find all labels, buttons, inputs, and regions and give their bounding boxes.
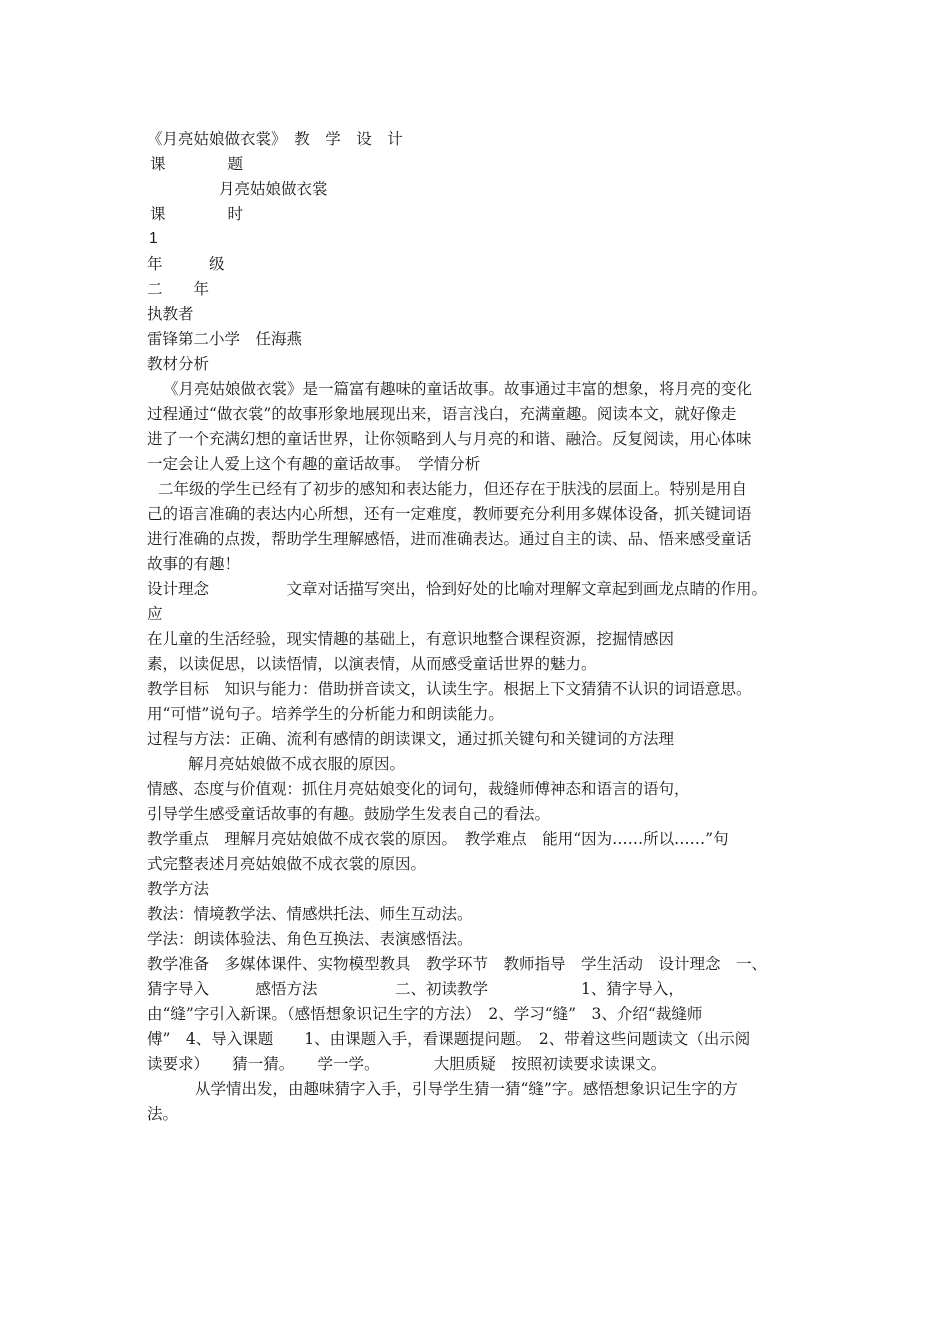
document-title: 《月亮姑娘做衣裳》 教 学 设 计 [147,130,403,148]
paragraph-line: 二年级的学生已经有了初步的感知和表达能力，但还存在于肤浅的层面上。特别是用自 [158,480,748,498]
paragraph-line: 己的语言准确的表达内心所想，还有一定难度，教师要充分利用多媒体设备，抓关键词语 [147,505,752,523]
field-label-grade: 年 级 [147,255,225,273]
paragraph-line: 教学准备 多媒体课件、实物模型教具 教学环节 教师指导 学生活动 设计理念 一、 [147,955,768,973]
paragraph-line: 素，以读促思，以读悟情，以演表情，从而感受童话世界的魅力。 [147,655,597,673]
paragraph-line: 引导学生感受童话故事的有趣。鼓励学生发表自己的看法。 [147,805,551,823]
paragraph-line: 读要求） 猜一猜。 学一学。 大胆质疑 按照初读要求读课文。 [147,1055,667,1073]
field-label-teacher: 执教者 [147,305,194,323]
field-value-period: 1 [149,230,158,247]
paragraph-line: 《月亮姑娘做衣裳》是一篇富有趣味的童话故事。故事通过丰富的想象，将月亮的变化 [163,380,753,398]
paragraph-line: 猜字导入 感悟方法 二、初读教学 1、猜字导入， [147,980,684,998]
paragraph-line: 教法：情境教学法、情感烘托法、师生互动法。 [147,905,473,923]
paragraph-line: 用“可惜”说句子。培养学生的分析能力和朗读能力。 [147,705,504,723]
field-label-period: 课 时 [150,205,244,223]
paragraph-line: 教学目标 知识与能力：借助拼音读文，认读生字。根据上下文猜猜不认识的词语意思。 [147,680,752,698]
paragraph-line: 傅” 4、导入课题 1、由课题入手，看课题提问题。 2、带着这些问题读文（出示阅 [147,1030,751,1048]
paragraph-line: 进了一个充满幻想的童话世界，让你领略到人与月亮的和谐、融洽。反复阅读，用心体味 [147,430,752,448]
paragraph-line: 应 [147,605,163,623]
paragraph-line: 教学重点 理解月亮姑娘做不成衣裳的原因。 教学难点 能用“因为……所以……”句 [147,830,729,848]
field-value-teacher: 雷锋第二小学 任海燕 [147,330,303,348]
field-value-topic: 月亮姑娘做衣裳 [219,180,328,198]
paragraph-line: 法。 [147,1105,179,1123]
paragraph-line: 过程与方法：正确、流利有感情的朗读课文，通过抓关键句和关键词的方法理 [147,730,675,748]
paragraph-line: 由“缝”字引入新课。（感悟想象识记生字的方法） 2、学习“缝” 3、介绍“裁缝师 [147,1005,703,1023]
section-heading-material-analysis: 教材分析 [147,355,210,373]
paragraph-line: 从学情出发，由趣味猜字入手，引导学生猜一猜“缝”字。感悟想象识记生字的方 [195,1080,738,1098]
paragraph-line: 过程通过“做衣裳”的故事形象地展现出来，语言浅白，充满童趣。阅读本文，就好像走 [147,405,737,423]
paragraph-line: 一定会让人爱上这个有趣的童话故事。 学情分析 [147,455,481,473]
paragraph-line: 学法：朗读体验法、角色互换法、表演感悟法。 [147,930,473,948]
paragraph-line: 故事的有趣！ [147,555,241,573]
field-label-topic: 课 题 [150,155,244,173]
section-heading-teaching-methods: 教学方法 [147,880,210,898]
field-value-grade: 二 年 [147,280,210,298]
paragraph-line: 式完整表述月亮姑娘做不成衣裳的原因。 [147,855,427,873]
paragraph-line: 在儿童的生活经验，现实情趣的基础上，有意识地整合课程资源，挖掘情感因 [147,630,675,648]
paragraph-line: 解月亮姑娘做不成衣服的原因。 [188,755,406,773]
paragraph-line: 设计理念 文章对话描写突出，恰到好处的比喻对理解文章起到画龙点睛的作用。 [147,580,768,598]
paragraph-line: 情感、态度与价值观：抓住月亮姑娘变化的词句，裁缝师傅神态和语言的语句， [147,780,690,798]
paragraph-line: 进行准确的点拨，帮助学生理解感悟，进而准确表达。通过自主的读、品、悟来感受童话 [147,530,752,548]
